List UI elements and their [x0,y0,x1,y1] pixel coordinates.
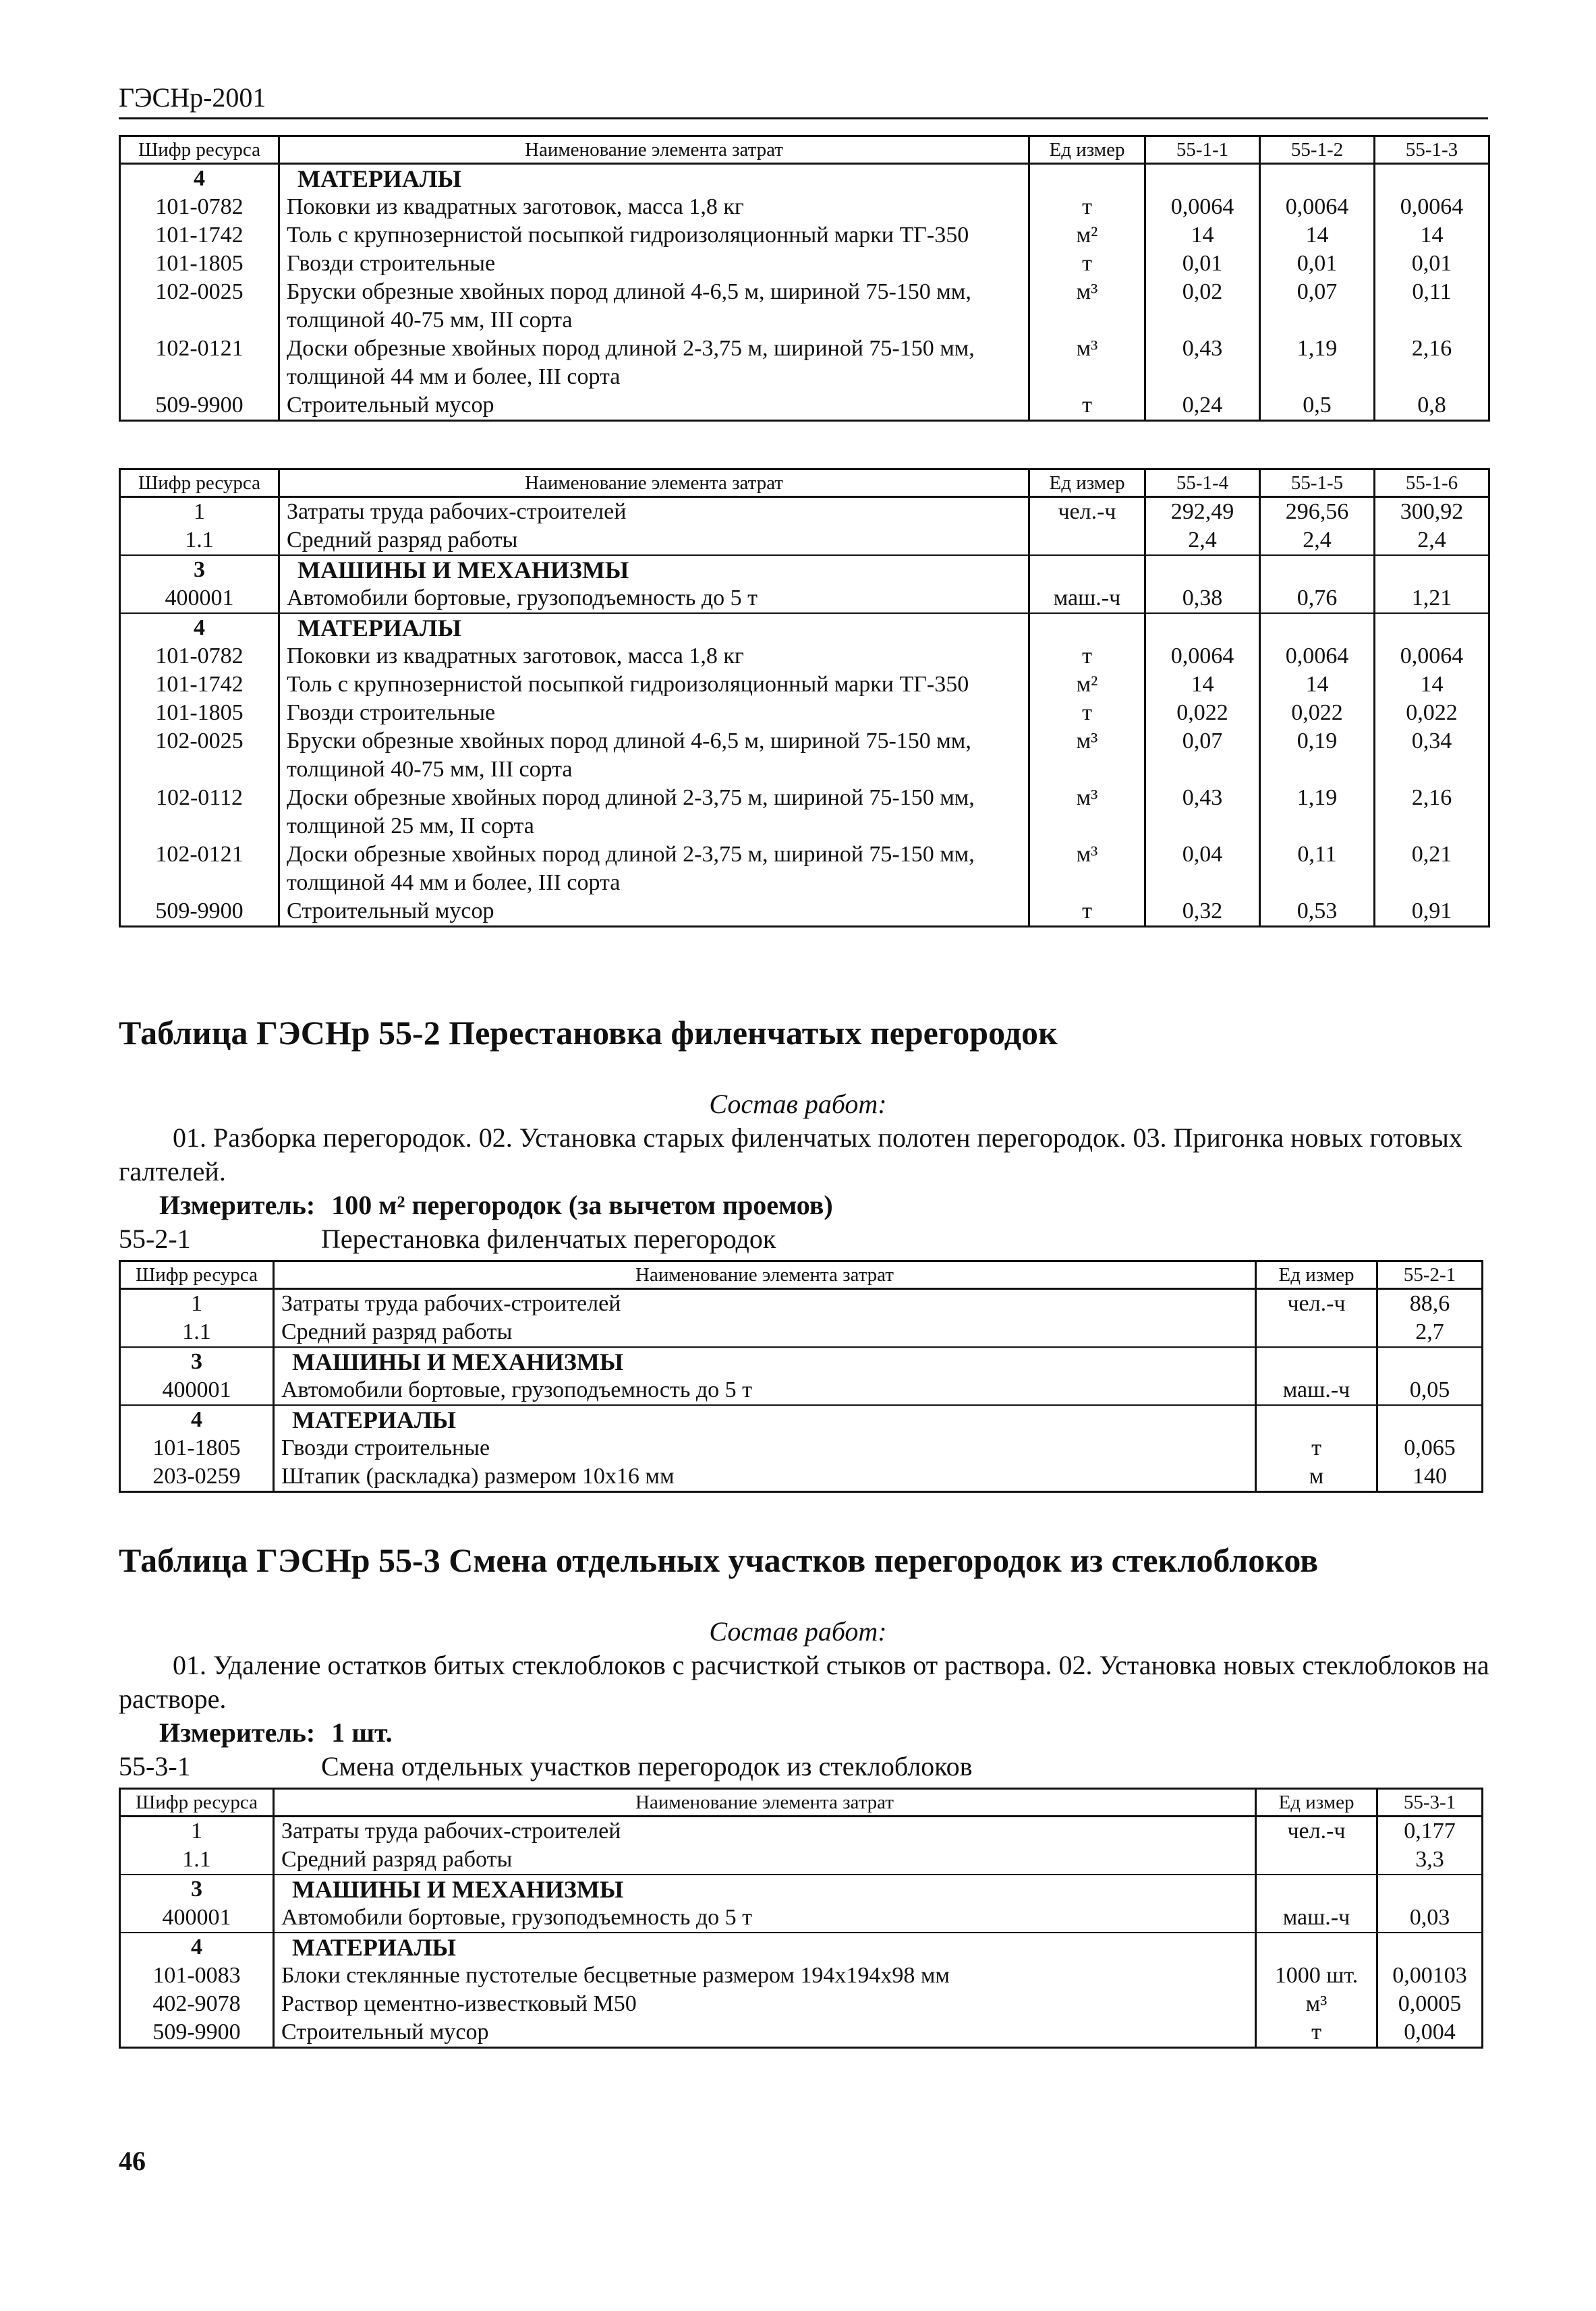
section-row [120,1405,1483,1434]
resource-name: Строительный мусор [279,897,1029,927]
table-row [120,497,1489,527]
unit-cell: чел.-ч [1029,497,1145,527]
value-cell: 14 [1145,221,1260,250]
resource-code: 101-0782 [120,193,279,221]
norm-code: 55-2-1 [119,1224,191,1254]
unit-cell: т [1029,699,1145,727]
value-cell [1377,1875,1483,1904]
column-header-value: 55-3-1 [1377,1789,1483,1817]
value-cell: 0,05 [1377,1376,1483,1405]
resource-name: Толь с крупнозернистой посыпкой гидроизоляционный марки ТГ-350 [279,671,1029,699]
resource-name: Гвозди строительные [274,1434,1256,1462]
value-cell: 0,01 [1145,250,1260,278]
value-cell: 14 [1145,671,1260,699]
resource-code: 101-1805 [120,699,279,727]
value-cell [1377,1933,1483,1962]
value-cell: 0,07 [1145,727,1260,784]
table-header-row [120,1261,1483,1289]
resource-table-55-1-1-3 [119,135,1490,422]
value-cell: 0,32 [1145,897,1260,927]
meter-label: Измеритель: [159,1190,316,1220]
value-cell [1260,613,1375,642]
table-row [120,278,1489,335]
resource-code: 1.1 [120,1318,274,1347]
value-cell [1377,1405,1483,1434]
resource-code: 4 [120,1933,274,1962]
value-cell [1260,164,1375,194]
value-cell [1145,164,1260,194]
resource-code: 402-9078 [120,1990,274,2018]
section-title: МАШИНЫ И МЕХАНИЗМЫ [274,1347,1256,1376]
unit-cell: т [1029,193,1145,221]
unit-cell: 1000 шт. [1256,1962,1377,1990]
section-title: МАТЕРИАЛЫ [274,1933,1256,1962]
unit-cell: маш.-ч [1256,1904,1377,1933]
column-header-code: Шифр ресурса [120,1261,274,1289]
meter-line [159,1189,833,1222]
unit-cell [1256,1933,1377,1962]
unit-cell: м³ [1029,335,1145,391]
norm-title: Смена отдельных участков перегородок из стеклоблоков [321,1751,973,1781]
value-cell [1375,555,1489,584]
value-cell: 0,53 [1260,897,1375,927]
value-cell: 14 [1260,221,1375,250]
resource-name: Средний разряд работы [274,1846,1256,1875]
section-row [120,164,1489,194]
unit-cell: м³ [1029,840,1145,897]
value-cell: 0,0064 [1375,642,1489,671]
table-row [120,897,1489,927]
unit-cell [1029,164,1145,194]
section-row [120,555,1489,584]
resource-code: 101-1805 [120,250,279,278]
table-row [120,391,1489,421]
value-cell: 1,19 [1260,335,1375,391]
value-cell: 2,16 [1375,335,1489,391]
resource-code: 509-9900 [120,391,279,421]
value-cell: 0,02 [1145,278,1260,335]
meter-line [159,1716,393,1750]
section-row [120,613,1489,642]
value-cell: 2,4 [1145,526,1260,555]
unit-cell [1256,1347,1377,1376]
value-cell [1260,555,1375,584]
value-cell: 0,0005 [1377,1990,1483,2018]
value-cell: 0,11 [1260,840,1375,897]
resource-name: Поковки из квадратных заготовок, масса 1,8 кг [279,193,1029,221]
unit-cell: маш.-ч [1029,584,1145,613]
resource-code: 102-0121 [120,335,279,391]
value-cell: 0,004 [1377,2018,1483,2048]
column-header-name: Наименование элемента затрат [274,1261,1256,1289]
meter-label: Измеритель: [159,1717,316,1748]
resource-name: Доски обрезные хвойных пород длиной 2-3,75 м, шириной 75-150 мм, толщиной 44 мм и более, III сорта [279,840,1029,897]
value-cell: 0,0064 [1260,642,1375,671]
value-cell: 0,24 [1145,391,1260,421]
unit-cell: м² [1029,671,1145,699]
column-header-unit: Ед измер [1029,136,1145,164]
resource-code: 1 [120,1289,274,1319]
column-header-name: Наименование элемента затрат [279,136,1029,164]
table-row [120,584,1489,613]
resource-name: Затраты труда рабочих-строителей [279,497,1029,527]
unit-cell [1029,526,1145,555]
resource-code: 1.1 [120,526,279,555]
resource-name: Доски обрезные хвойных пород длиной 2-3,75 м, шириной 75-150 мм, толщиной 25 мм, II сорта [279,784,1029,840]
value-cell: 0,065 [1377,1434,1483,1462]
value-cell: 0,8 [1375,391,1489,421]
section-title: МАТЕРИАЛЫ [279,164,1029,194]
unit-cell: т [1029,391,1145,421]
unit-cell: т [1256,1434,1377,1462]
column-header-code: Шифр ресурса [120,469,279,497]
section-title: МАТЕРИАЛЫ [274,1405,1256,1434]
value-cell: 0,76 [1260,584,1375,613]
value-cell: 0,022 [1260,699,1375,727]
table-row [120,1462,1483,1492]
section-title: МАТЕРИАЛЫ [279,613,1029,642]
resource-code: 400001 [120,1904,274,1933]
unit-cell: м [1256,1462,1377,1492]
value-cell: 0,03 [1377,1904,1483,1933]
value-cell: 1,19 [1260,784,1375,840]
resource-name: Гвозди строительные [279,250,1029,278]
value-cell [1375,164,1489,194]
value-cell: 0,43 [1145,335,1260,391]
column-header-value: 55-1-2 [1260,136,1375,164]
unit-cell [1029,613,1145,642]
resource-name: Средний разряд работы [274,1318,1256,1347]
norm-code: 55-3-1 [119,1751,191,1781]
resource-code: 509-9900 [120,2018,274,2048]
table-row [120,526,1489,555]
unit-cell: т [1029,642,1145,671]
value-cell: 0,0064 [1260,193,1375,221]
section-row [120,1933,1483,1962]
value-cell: 0,0064 [1145,193,1260,221]
unit-cell: т [1029,250,1145,278]
value-cell: 0,04 [1145,840,1260,897]
table-row [120,784,1489,840]
resource-name: Раствор цементно-известковый М50 [274,1990,1256,2018]
table-header-row [120,136,1489,164]
page-header [119,81,1488,119]
value-cell: 0,022 [1145,699,1260,727]
composition-label: Состав работ: [709,1089,887,1119]
column-header-value: 55-1-4 [1145,469,1260,497]
unit-cell: т [1029,897,1145,927]
value-cell: 0,022 [1375,699,1489,727]
resource-code: 4 [120,164,279,194]
value-cell: 14 [1260,671,1375,699]
value-cell: 300,92 [1375,497,1489,527]
resource-name: Поковки из квадратных заготовок, масса 1,8 кг [279,642,1029,671]
column-header-value: 55-2-1 [1377,1261,1483,1289]
unit-cell [1256,1846,1377,1875]
column-header-value: 55-1-6 [1375,469,1489,497]
value-cell: 0,01 [1260,250,1375,278]
value-cell: 140 [1377,1462,1483,1492]
resource-name: Автомобили бортовые, грузоподъемность до 5 т [279,584,1029,613]
table-row [120,1434,1483,1462]
meter-value: 100 м² перегородок (за вычетом проемов) [331,1190,833,1220]
unit-cell: маш.-ч [1256,1376,1377,1405]
column-header-code: Шифр ресурса [120,136,279,164]
resource-code: 4 [120,1405,274,1434]
resource-name: Толь с крупнозернистой посыпкой гидроизоляционный марки ТГ-350 [279,221,1029,250]
resource-table-55-1-4-6 [119,468,1490,928]
resource-table-55-2-1 [119,1260,1483,1493]
resource-code: 102-0121 [120,840,279,897]
resource-code: 3 [120,1875,274,1904]
table-row [120,250,1489,278]
resource-name: Автомобили бортовые, грузоподъемность до 5 т [274,1376,1256,1405]
value-cell: 0,5 [1260,391,1375,421]
section-row [120,1875,1483,1904]
column-header-value: 55-1-1 [1145,136,1260,164]
resource-code: 1 [120,497,279,527]
column-header-unit: Ед измер [1256,1261,1377,1289]
table-row [120,699,1489,727]
value-cell: 0,21 [1375,840,1489,897]
value-cell: 14 [1375,221,1489,250]
value-cell: 2,16 [1375,784,1489,840]
resource-code: 3 [120,555,279,584]
resource-code: 1.1 [120,1846,274,1875]
value-cell: 296,56 [1260,497,1375,527]
table-row [120,642,1489,671]
table-row [120,1817,1483,1846]
unit-cell [1256,1318,1377,1347]
composition-label: Состав работ: [709,1616,887,1647]
value-cell: 2,4 [1375,526,1489,555]
table-row [120,335,1489,391]
resource-name: Штапик (раскладка) размером 10х16 мм [274,1462,1256,1492]
resource-name: Гвозди строительные [279,699,1029,727]
value-cell: 0,177 [1377,1817,1483,1846]
value-cell [1145,555,1260,584]
resource-code: 101-1742 [120,221,279,250]
column-header-unit: Ед измер [1029,469,1145,497]
resource-name: Бруски обрезные хвойных пород длиной 4-6,5 м, шириной 75-150 мм, толщиной 40-75 мм, III сорта [279,727,1029,784]
table-header-row [120,469,1489,497]
table-row [120,727,1489,784]
column-header-unit: Ед измер [1256,1789,1377,1817]
value-cell: 0,07 [1260,278,1375,335]
meter-value: 1 шт. [331,1717,393,1748]
resource-name: Бруски обрезные хвойных пород длиной 4-6,5 м, шириной 75-150 мм, толщиной 40-75 мм, III сорта [279,278,1029,335]
resource-code: 101-1805 [120,1434,274,1462]
value-cell: 0,43 [1145,784,1260,840]
resource-name: Затраты труда рабочих-строителей [274,1289,1256,1319]
unit-cell [1029,555,1145,584]
value-cell: 0,38 [1145,584,1260,613]
unit-cell: т [1256,2018,1377,2048]
section-row [120,1347,1483,1376]
column-header-name: Наименование элемента затрат [279,469,1029,497]
resource-code: 101-0083 [120,1962,274,1990]
unit-cell: чел.-ч [1256,1817,1377,1846]
unit-cell: м³ [1256,1990,1377,2018]
table-body [120,1817,1483,2048]
norm-title: Перестановка филенчатых перегородок [321,1224,776,1254]
unit-cell: м³ [1029,278,1145,335]
value-cell: 0,34 [1375,727,1489,784]
column-header-value: 55-1-5 [1260,469,1375,497]
table-row [120,193,1489,221]
table-header-row [120,1789,1483,1817]
table-row [120,1990,1483,2018]
value-cell: 292,49 [1145,497,1260,527]
resource-code: 203-0259 [120,1462,274,1492]
document-code: ГЭСНр-2001 [119,82,266,113]
unit-cell: чел.-ч [1256,1289,1377,1319]
table-heading-55-2: Таблица ГЭСНр 55-2 Перестановка филенчатых перегородок [119,1014,1058,1052]
table-body [120,1289,1483,1492]
table-row [120,1904,1483,1933]
value-cell: 0,19 [1260,727,1375,784]
section-title: МАШИНЫ И МЕХАНИЗМЫ [279,555,1029,584]
section-title: МАШИНЫ И МЕХАНИЗМЫ [274,1875,1256,1904]
resource-code: 102-0112 [120,784,279,840]
resource-code: 400001 [120,1376,274,1405]
resource-code: 4 [120,613,279,642]
resource-code: 400001 [120,584,279,613]
value-cell: 2,4 [1260,526,1375,555]
resource-code: 101-1742 [120,671,279,699]
value-cell: 88,6 [1377,1289,1483,1319]
unit-cell: м³ [1029,727,1145,784]
composition-text: 01. Разборка перегородок. 02. Установка старых филенчатых полотен перегородок. 03. Пригонка новых готовых галтелей. [119,1122,1462,1187]
value-cell: 3,3 [1377,1846,1483,1875]
table-body [120,164,1489,421]
table-row [120,840,1489,897]
resource-code: 102-0025 [120,727,279,784]
table-row [120,1376,1483,1405]
resource-code: 1 [120,1817,274,1846]
table-row [120,671,1489,699]
resource-name: Строительный мусор [274,2018,1256,2048]
value-cell: 1,21 [1375,584,1489,613]
resource-code: 102-0025 [120,278,279,335]
unit-cell [1256,1875,1377,1904]
value-cell: 0,0064 [1145,642,1260,671]
value-cell: 14 [1375,671,1489,699]
composition-text: 01. Удаление остатков битых стеклоблоков с расчисткой стыков от раствора. 02. Установка новых стеклоблоков на растворе. [119,1650,1489,1714]
column-header-name: Наименование элемента затрат [274,1789,1256,1817]
unit-cell [1256,1405,1377,1434]
value-cell: 0,11 [1375,278,1489,335]
table-row [120,1846,1483,1875]
table-row [120,221,1489,250]
value-cell [1377,1347,1483,1376]
resource-name: Автомобили бортовые, грузоподъемность до 5 т [274,1904,1256,1933]
value-cell: 0,0064 [1375,193,1489,221]
resource-code: 509-9900 [120,897,279,927]
resource-code: 3 [120,1347,274,1376]
column-header-code: Шифр ресурса [120,1789,274,1817]
value-cell: 2,7 [1377,1318,1483,1347]
table-heading-55-3: Таблица ГЭСНр 55-3 Смена отдельных участков перегородок из стеклоблоков [119,1541,1319,1579]
resource-name: Средний разряд работы [279,526,1029,555]
column-header-value: 55-1-3 [1375,136,1489,164]
table-row [120,1962,1483,1990]
table-body [120,497,1489,927]
resource-name: Строительный мусор [279,391,1029,421]
page-number: 46 [119,2146,146,2176]
unit-cell: м² [1029,221,1145,250]
value-cell: 0,91 [1375,897,1489,927]
unit-cell: м³ [1029,784,1145,840]
resource-name: Затраты труда рабочих-строителей [274,1817,1256,1846]
value-cell: 0,01 [1375,250,1489,278]
resource-table-55-3-1 [119,1788,1483,2049]
table-row [120,1289,1483,1319]
value-cell [1145,613,1260,642]
resource-code: 101-0782 [120,642,279,671]
value-cell [1375,613,1489,642]
table-row [120,2018,1483,2048]
resource-name: Блоки стеклянные пустотелые бесцветные размером 194х194х98 мм [274,1962,1256,1990]
table-row [120,1318,1483,1347]
value-cell: 0,00103 [1377,1962,1483,1990]
resource-name: Доски обрезные хвойных пород длиной 2-3,75 м, шириной 75-150 мм, толщиной 44 мм и более, III сорта [279,335,1029,391]
